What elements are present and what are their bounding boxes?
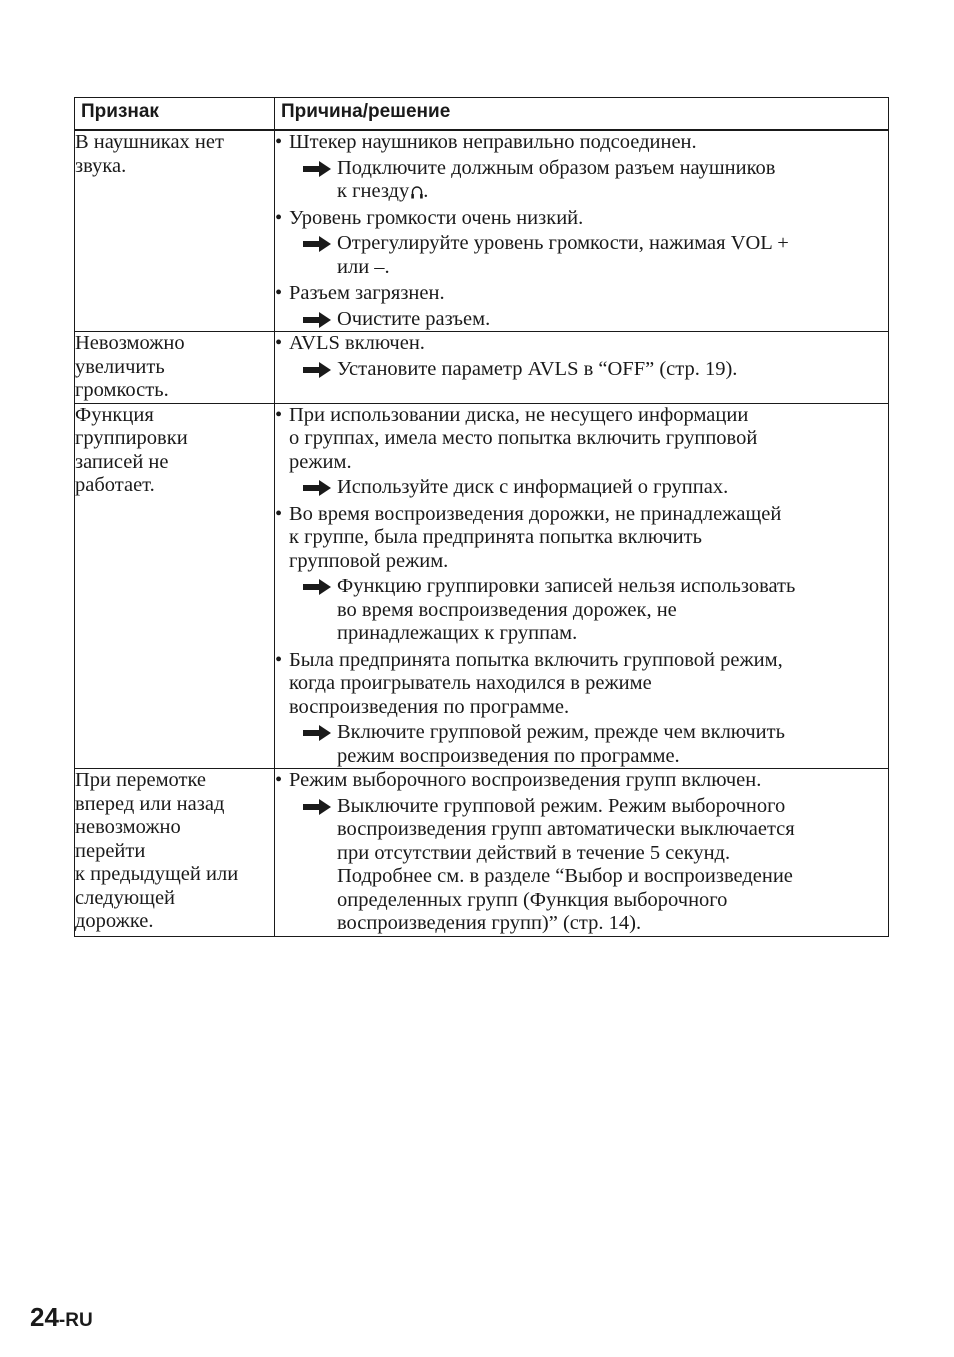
solution xyxy=(289,308,888,332)
bullet-icon: • xyxy=(275,332,283,354)
table-row xyxy=(75,130,889,332)
bullet-icon: • xyxy=(275,502,283,525)
solution-text-wrap xyxy=(337,157,888,204)
symptom-cell xyxy=(75,769,275,937)
page-number: 24 xyxy=(30,1302,59,1332)
cause-solution-cell xyxy=(275,769,889,937)
symptom-cell xyxy=(75,332,275,404)
solution-text: Подключите должным образом разъем наушников к гнезду xyxy=(337,156,776,202)
right-arrow-icon xyxy=(303,362,331,378)
page-language-suffix: -RU xyxy=(58,1310,93,1331)
solution-text-wrap xyxy=(337,476,888,500)
cause-item xyxy=(275,207,888,280)
cause-solution-cell xyxy=(275,332,889,404)
right-arrow-icon xyxy=(303,236,331,252)
right-arrow-icon xyxy=(303,312,331,328)
solution xyxy=(289,232,888,279)
symptom-text: Функция группировки записей не работает. xyxy=(75,403,188,496)
solution-text: Очистите разъем. xyxy=(337,307,491,330)
solution-text-wrap xyxy=(337,308,888,332)
solution-text: Функцию группировки записей нельзя использовать во время воспроизведения дорожек, не принадлежащих к группам. xyxy=(337,575,796,644)
table-header-row xyxy=(75,98,889,131)
right-arrow-icon xyxy=(303,161,331,177)
solution xyxy=(289,157,888,204)
symptom-text: При перемотке вперед или назад невозможно перейти к предыдущей или следующей дорожке. xyxy=(75,769,239,932)
troubleshooting-table xyxy=(74,97,889,937)
solution-text-wrap xyxy=(337,795,888,936)
solution-text: Включите групповой режим, прежде чем включить режим воспроизведения по программе. xyxy=(337,721,785,767)
right-arrow-icon xyxy=(303,725,331,741)
symptom-cell xyxy=(75,130,275,332)
headphones-icon xyxy=(411,185,423,199)
bullet-icon: • xyxy=(275,769,283,791)
bullet-icon: • xyxy=(275,131,283,153)
cause-text: Была предпринята попытка включить групповой режим, когда проигрыватель находился в режиме воспроизведения по программе. xyxy=(289,648,783,718)
solution-text: Используйте диск с информацией о группах. xyxy=(337,476,729,498)
right-arrow-icon xyxy=(303,799,331,815)
cause-solution-cell xyxy=(275,130,889,332)
symptom-text: В наушниках нет звука. xyxy=(75,131,224,177)
solution-text: Установите параметр AVLS в “OFF” (стр. 19). xyxy=(337,357,738,380)
cause-item xyxy=(275,282,888,331)
solution xyxy=(289,575,888,646)
bullet-icon: • xyxy=(275,403,283,426)
cause-solution-cell xyxy=(275,403,889,769)
solution xyxy=(289,795,888,936)
page-footer xyxy=(30,1302,93,1333)
solution-text-wrap xyxy=(337,721,888,768)
cause-text: Режим выборочного воспроизведения групп включен. xyxy=(289,769,762,791)
cause-text: Штекер наушников неправильно подсоединен. xyxy=(289,131,697,153)
table-row xyxy=(75,403,889,769)
cause-text: Уровень громкости очень низкий. xyxy=(289,206,584,229)
right-arrow-icon xyxy=(303,480,331,496)
cause-text: При использовании диска, не несущего информации о группах, имела место попытка включить групповой режим. xyxy=(289,403,758,473)
solution xyxy=(289,721,888,768)
header-symptom: Признак xyxy=(75,98,275,131)
cause-text: Во время воспроизведения дорожки, не принадлежащей к группе, была предпринята попытка включить групповой режим. xyxy=(289,502,782,572)
symptom-text: Невозможно увеличить громкость. xyxy=(75,332,185,401)
table-row xyxy=(75,332,889,404)
symptom-cell xyxy=(75,403,275,769)
cause-item xyxy=(275,131,888,204)
bullet-icon: • xyxy=(275,282,283,304)
cause-item xyxy=(275,649,888,769)
solution xyxy=(289,476,888,500)
solution xyxy=(289,358,888,382)
bullet-icon: • xyxy=(275,648,283,671)
cause-item xyxy=(275,332,888,381)
cause-item xyxy=(275,404,888,500)
bullet-icon: • xyxy=(275,206,283,229)
table-body xyxy=(75,130,889,936)
solution-text-wrap xyxy=(337,358,888,382)
cause-text: AVLS включен. xyxy=(289,332,425,354)
table-row xyxy=(75,769,889,937)
cause-item xyxy=(275,503,888,646)
cause-text: Разъем загрязнен. xyxy=(289,282,445,304)
solution-tail: . xyxy=(423,180,429,202)
right-arrow-icon xyxy=(303,579,331,595)
cause-item xyxy=(275,769,888,936)
solution-text-wrap xyxy=(337,575,888,646)
solution-text: Выключите групповой режим. Режим выборочного воспроизведения групп автоматически выключается при отсутствии действий в течение 5 секунд. Подробнее см. в разделе “Выбор и воспроизведение определенных групп (Функция выборочного воспроизведения групп)” (стр. 14). xyxy=(337,794,795,934)
solution-text: Отрегулируйте уровень громкости, нажимая VOL + или –. xyxy=(337,232,789,278)
header-cause-solution: Причина/решение xyxy=(275,98,889,131)
solution-text-wrap xyxy=(337,232,888,279)
